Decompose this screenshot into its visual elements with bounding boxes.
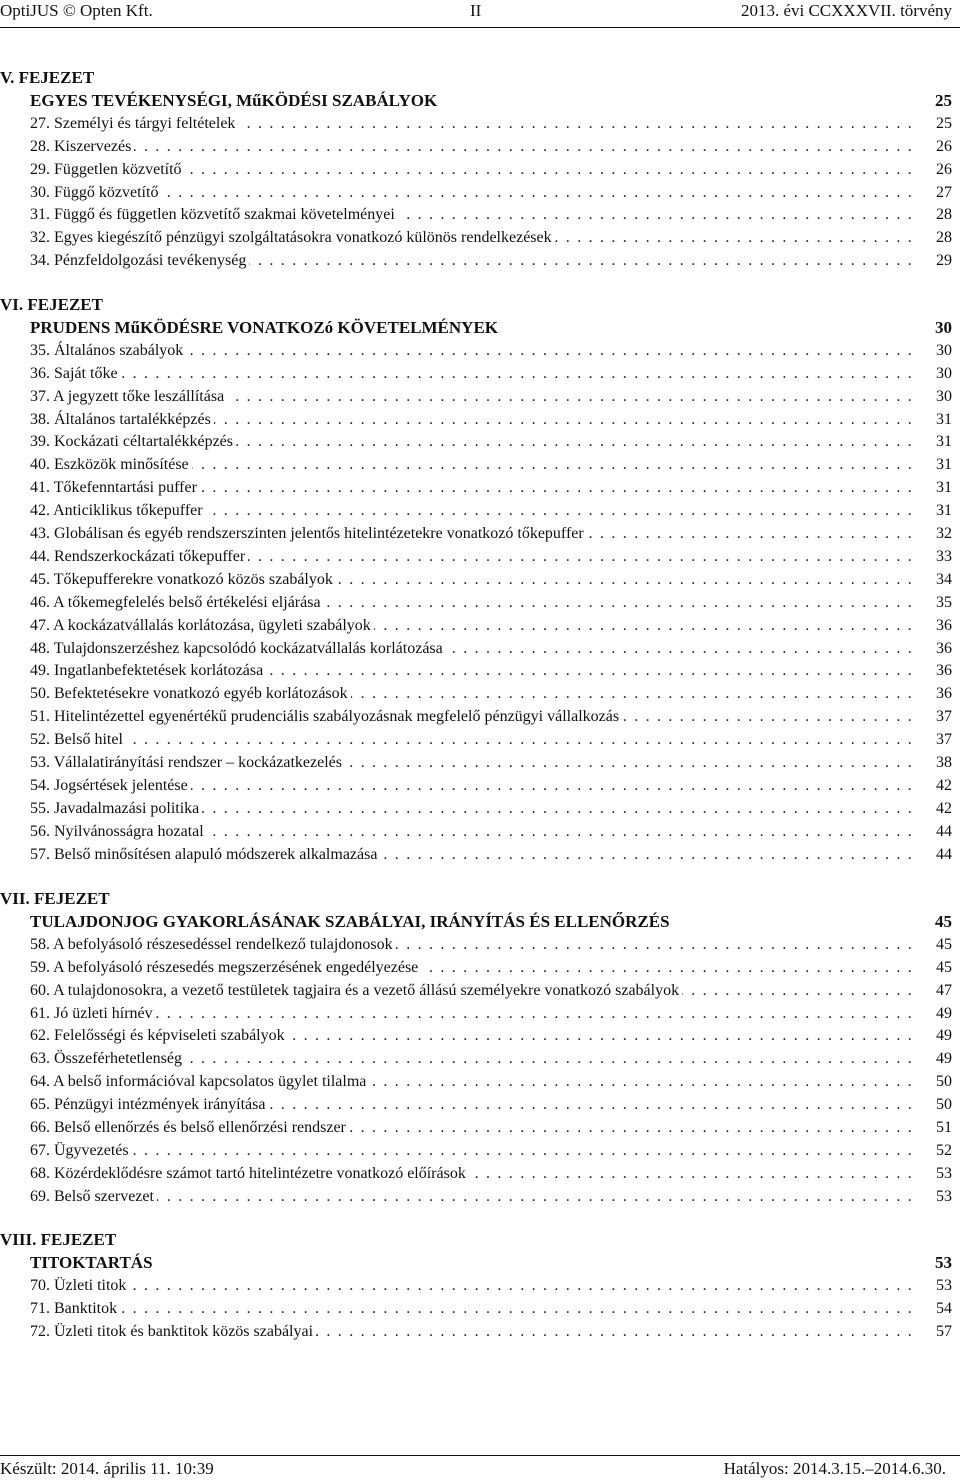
toc-entry-label: 39. Kockázati céltartalékképzés [30,431,236,453]
toc-entry-page-number: 42 [936,799,952,817]
toc-entry-page-number: 31 [936,410,952,428]
toc-entry-label: 54. Jogsértések jelentése [30,775,191,797]
toc-entry[interactable] [30,615,952,637]
toc-entry-label: 29. Független közvetítő [30,159,185,181]
toc-entry[interactable] [30,159,952,181]
toc-entry-label: 38. Általános tartalékképzés [30,409,214,431]
chapter-title: TULAJDONJOG GYAKORLÁSÁNAK SZABÁLYAI, IRÁNYÍTÁS ÉS ELLENŐRZÉS [30,911,670,931]
dot-leader [30,363,920,385]
header-rule [0,27,960,28]
toc-entry-label: 62. Felelősségi és képviseleti szabályok [30,1025,288,1047]
toc-entry[interactable] [30,1025,952,1047]
toc-entry-page-number: 26 [936,137,952,155]
toc-entry[interactable] [30,1298,952,1320]
toc-entry-label: 48. Tulajdonszerzéshez kapcsolódó kockázatvállalás korlátozása [30,638,446,660]
toc-entry-label: 61. Jó üzleti hírnév [30,1003,156,1025]
toc-entry[interactable] [30,1117,952,1139]
toc-entry-page-number: 29 [936,252,952,270]
toc-entry-label: 35. Általános szabályok [30,340,186,362]
toc-entry-label: 50. Befektetésekre vonatkozó egyéb korlátozások [30,683,351,705]
toc-entry-label: 45. Tőkepufferekre vonatkozó közös szabályok [30,569,336,591]
toc-entry-page-number: 57 [936,1322,952,1340]
footer-rule [0,1455,960,1456]
toc-entry-label: 34. Pénzfeldolgozási tevékenység [30,250,249,272]
toc-entry-page-number: 53 [936,1276,952,1294]
chapter-heading: V. FEJEZET [0,68,95,87]
chapter-page-number: 25 [935,90,952,110]
toc-entry-page-number: 44 [936,822,952,840]
header-page-number: II [470,1,482,20]
toc-entry-page-number: 53 [936,1164,952,1182]
toc-entry-label: 70. Üzleti titok [30,1275,129,1297]
toc-entry-page-number: 44 [936,845,952,863]
toc-entry-label: 31. Függő és független közvetítő szakmai követelményei [30,204,398,226]
toc-entry[interactable] [30,798,952,820]
chapter-page-number: 53 [935,1252,952,1272]
toc-entry-page-number: 50 [936,1073,952,1091]
running-footer [0,1458,960,1480]
chapter-title: PRUDENS MűKÖDÉSRE VONATKOZó KÖVETELMÉNYEK [30,317,499,337]
toc-entry[interactable] [30,227,952,249]
toc-entry-page-number: 36 [936,662,952,680]
toc-entry-page-number: 33 [936,547,952,565]
toc-entry[interactable] [30,523,952,545]
dot-leader [30,1298,920,1320]
toc-entry-page-number: 31 [936,502,952,520]
toc-entry[interactable] [30,1275,952,1297]
toc-entry[interactable] [30,454,952,476]
toc-entry-label: 69. Belső szervezet [30,1186,157,1208]
toc-entry[interactable] [30,204,952,226]
toc-entry[interactable] [30,340,952,362]
toc-entry-label: 71. Banktitok [30,1298,120,1320]
chapter-heading: VII. FEJEZET [0,889,110,908]
toc-entry[interactable] [30,113,952,135]
toc-entry-page-number: 52 [936,1141,952,1159]
toc-entry-label: 37. A jegyzett tőke leszállítása [30,386,227,408]
dot-leader [30,182,920,204]
toc-entry-page-number: 47 [936,981,952,999]
toc-entry-page-number: 32 [936,525,952,542]
toc-entry-label: 67. Ügyvezetés [30,1140,132,1162]
toc-entry-page-number: 50 [936,1096,952,1114]
toc-entry[interactable] [30,386,952,408]
toc-entry-label: 65. Pénzügyi intézmények irányítása [30,1094,268,1116]
toc-entry-label: 43. Globálisan és egyéb rendszerszinten jelentős hitelintézetekre vonatkozó tőkepuffer [30,523,587,545]
footer-created: Készült: 2014. április 11. 10:39 [0,1459,214,1478]
toc-entry[interactable] [30,477,952,499]
toc-entry-label: 58. A befolyásoló részesedéssel rendelkező tulajdonosok [30,934,396,956]
toc-entry[interactable] [30,1140,952,1162]
toc-entry-page-number: 37 [936,731,952,749]
toc-entry-page-number: 36 [936,639,952,657]
chapter-title-row[interactable] [30,1252,952,1274]
dot-leader [30,729,920,751]
toc-entry-label: 49. Ingatlanbefektetések korlátozása [30,660,266,682]
toc-entry[interactable] [30,592,952,614]
toc-entry-label: 36. Saját tőke [30,363,121,385]
running-header [0,0,960,26]
toc-entry[interactable] [30,431,952,453]
toc-entry-page-number: 30 [936,341,952,359]
toc-entry-label: 66. Belső ellenőrzés és belső ellenőrzési rendszer [30,1117,349,1139]
chapter-page-number: 45 [935,911,952,931]
toc-entry-page-number: 28 [936,206,952,224]
toc-entry-page-number: 49 [936,1027,952,1045]
toc-entry[interactable] [30,182,952,204]
toc-entry-page-number: 49 [936,1004,952,1022]
toc-entry-label: 57. Belső minősítésen alapuló módszerek alkalmazása [30,844,380,866]
toc-entry-page-number: 45 [936,958,952,976]
toc-entry-label: 63. Összeférhetetlenség [30,1048,185,1070]
toc-entry[interactable] [30,1186,952,1208]
toc-entry[interactable] [30,660,952,682]
toc-entry-label: 72. Üzleti titok és banktitok közös szabályai [30,1321,316,1343]
chapter-title: EGYES TEVÉKENYSÉGI, MűKÖDÉSI SZABÁLYOK [30,90,438,110]
toc-entry-label: 53. Vállalatirányítási rendszer – kockázatkezelés [30,752,345,774]
chapter-heading: VI. FEJEZET [0,295,103,314]
toc-entry-page-number: 30 [936,364,952,382]
toc-entry[interactable] [30,500,952,522]
toc-entry-page-number: 25 [936,114,952,132]
toc-entry[interactable] [30,569,952,591]
toc-entry-page-number: 49 [936,1050,952,1068]
footer-effective: Hatályos: 2014.3.15.–2014.6.30. [723,1459,946,1478]
toc-entry-page-number: 26 [936,160,952,178]
toc-entry[interactable] [30,1048,952,1070]
toc-entry-page-number: 30 [936,387,952,405]
toc-entry-page-number: 45 [936,935,952,953]
toc-entry[interactable] [30,546,952,568]
chapter-page-number: 30 [935,317,952,337]
toc-entry-page-number: 54 [936,1299,952,1317]
toc-entry[interactable] [30,706,952,728]
toc-entry[interactable] [30,363,952,385]
toc-entry-label: 30. Függő közvetítő [30,182,161,204]
toc-entry[interactable] [30,729,952,751]
toc-entry-label: 59. A befolyásoló részesedés megszerzésének engedélyezése [30,957,421,979]
toc-entry[interactable] [30,1003,952,1025]
toc-entry-page-number: 31 [936,479,952,497]
toc-entry[interactable] [30,1321,952,1343]
toc-entry-page-number: 31 [936,433,952,451]
toc-entry[interactable] [30,957,952,979]
toc-entry-label: 68. Közérdeklődésre számot tartó hitelintézetre vonatkozó előírások [30,1163,469,1185]
toc-entry-label: 27. Személyi és tárgyi feltételek [30,113,238,135]
toc-entry-page-number: 38 [936,754,952,771]
toc-entry-label: 52. Belső hitel [30,729,126,751]
toc-entry[interactable] [30,1071,952,1093]
toc-entry[interactable] [30,844,952,866]
toc-entry[interactable] [30,409,952,431]
toc-entry[interactable] [30,1163,952,1185]
toc-entry-page-number: 53 [936,1187,952,1205]
toc-entry-label: 42. Anticiklikus tőkepuffer [30,500,206,522]
chapter-title-row[interactable] [30,90,952,112]
chapter-title-row[interactable] [30,317,952,339]
chapter-title-row[interactable] [30,911,952,933]
toc-entry[interactable] [30,638,952,660]
chapter-title: TITOKTARTÁS [30,1252,153,1272]
header-law-title: 2013. évi CCXXXVII. törvény [740,1,952,20]
header-publisher: OptiJUS © Opten Kft. [0,1,153,20]
toc-entry[interactable] [30,136,952,158]
toc-entry[interactable] [30,1094,952,1116]
toc-entry[interactable] [30,980,952,1002]
toc-entry-page-number: 35 [936,593,952,611]
chapter-heading: VIII. FEJEZET [0,1230,117,1249]
toc-entry[interactable] [30,250,952,272]
toc-entry[interactable] [30,934,952,956]
dot-leader [30,1275,920,1297]
toc-entry-page-number: 31 [936,456,952,474]
toc-entry[interactable] [30,821,952,843]
dot-leader [30,1140,920,1162]
toc-entry-label: 32. Egyes kiegészítő pénzügyi szolgáltatásokra vonatkozó különös rendelkezések [30,227,555,249]
toc-entry-label: 55. Javadalmazási politika [30,798,202,820]
toc-entry-page-number: 36 [936,616,952,634]
toc-entry-label: 47. A kockázatvállalás korlátozása, ügyleti szabályok [30,615,374,637]
toc-entry-page-number: 51 [936,1119,952,1136]
toc-entry-label: 51. Hitelintézettel egyenértékű prudenciális szabályozásnak megfelelő pénzügyi vállalkozás [30,706,622,728]
toc-entry-page-number: 36 [936,685,952,703]
toc-entry-label: 28. Kiszervezés [30,136,134,158]
toc-entry-page-number: 34 [936,570,952,588]
dot-leader [30,136,920,158]
dot-leader [30,1186,920,1208]
dot-leader [30,1003,920,1025]
toc-entry-label: 46. A tőkemegfelelés belső értékelési eljárása [30,592,324,614]
toc-entry-label: 41. Tőkefenntartási puffer [30,477,200,499]
toc-entry-label: 64. A belső információval kapcsolatos ügylet tilalma [30,1071,369,1093]
toc-entry-page-number: 27 [936,183,952,201]
toc-entry[interactable] [30,752,952,774]
toc-entry-label: 44. Rendszerkockázati tőkepuffer [30,546,248,568]
toc-entry-page-number: 42 [936,776,952,794]
toc-entry[interactable] [30,683,952,705]
toc-entry-page-number: 37 [936,708,952,726]
toc-entry-page-number: 28 [936,229,952,247]
toc-entry[interactable] [30,775,952,797]
toc-entry-label: 40. Eszközök minősítése [30,454,192,476]
toc-entry-label: 56. Nyilvánosságra hozatal [30,821,207,843]
toc-entry-label: 60. A tulajdonosokra, a vezető testületek tagjaira és a vezető állású személyekre vonatkozó szabályok [30,980,682,1002]
